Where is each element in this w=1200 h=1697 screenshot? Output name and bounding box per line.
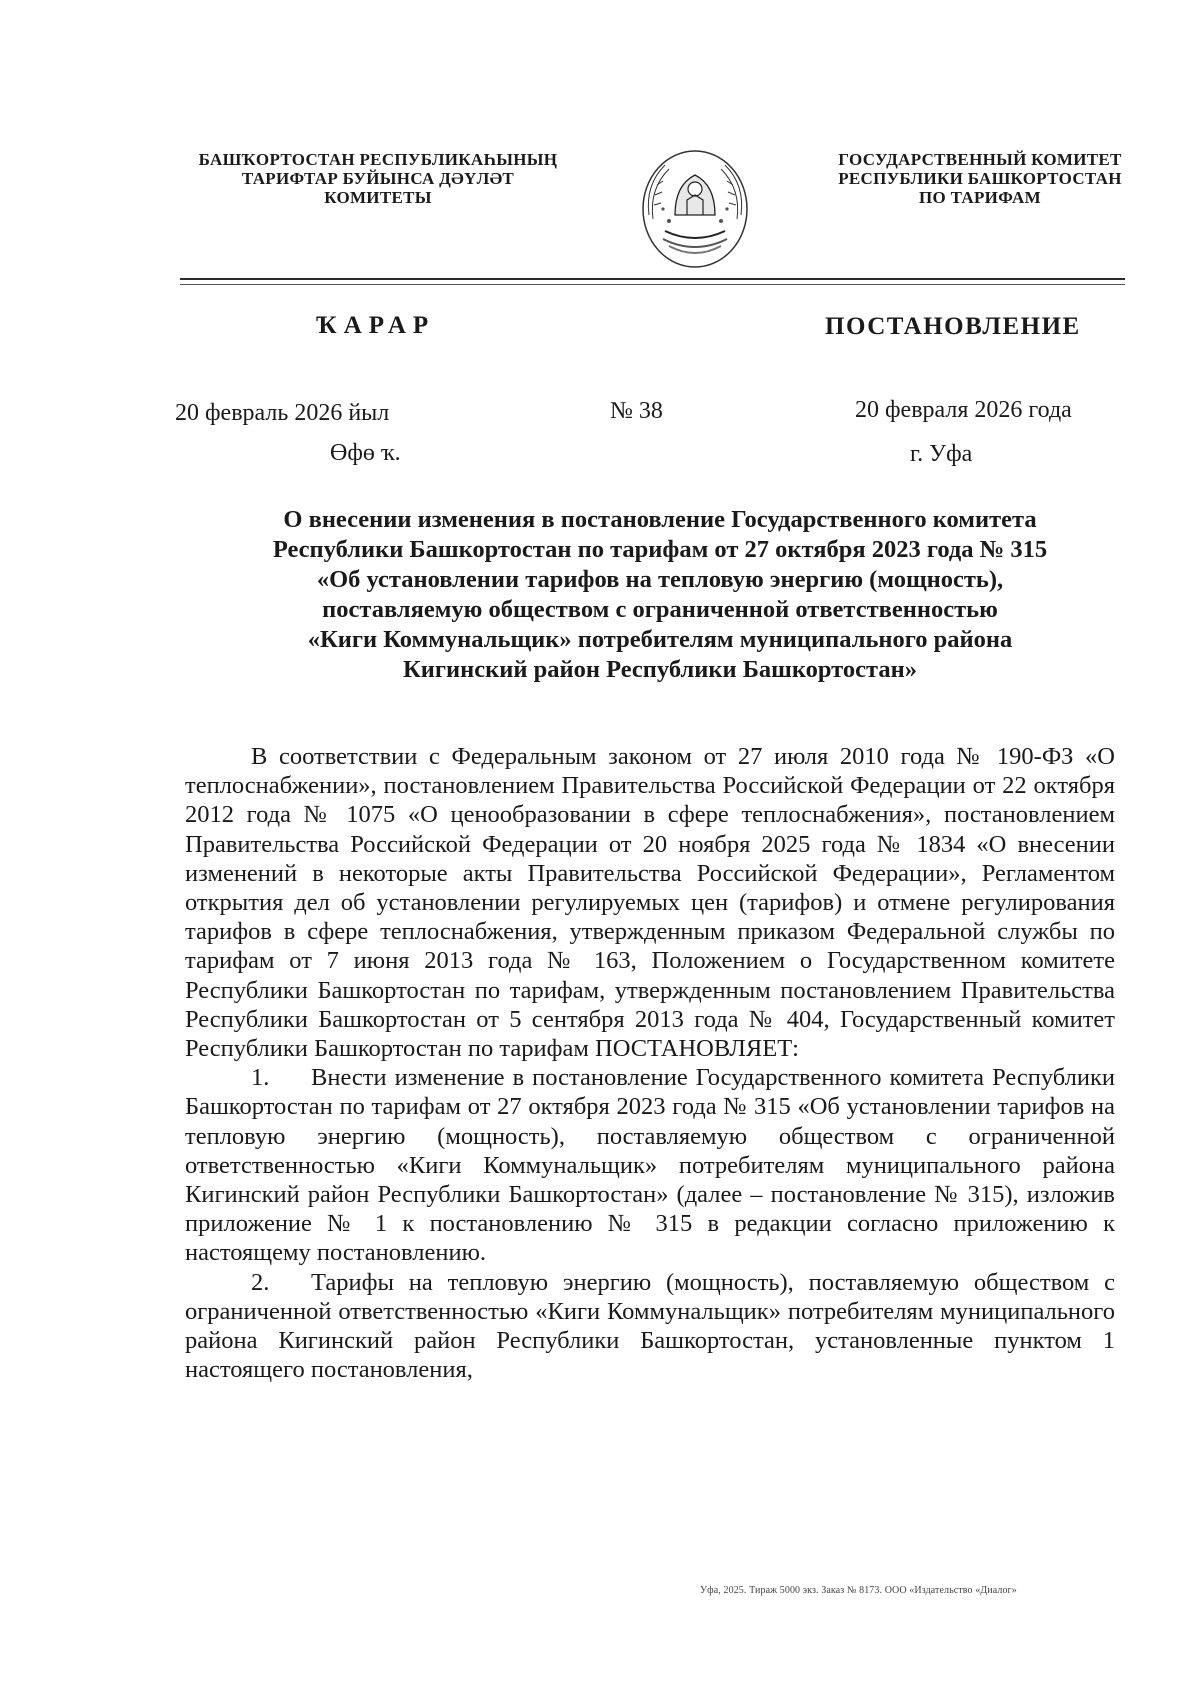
title-line: О внесении изменения в постановление Государственного комитета <box>283 506 1037 533</box>
numbered-item <box>185 1063 1115 1267</box>
item-number: 2. <box>251 1268 270 1296</box>
header-right-line: ПО ТАРИФАМ <box>919 188 1041 207</box>
title-line: «Об установлении тарифов на тепловую энергию (мощность), <box>316 566 1004 593</box>
preamble-paragraph: В соответствии с Федеральным законом от 27 июля 2010 года № 190-ФЗ «О теплоснабжении», постановлением Правительства Российской Федерации от 22 октября 2012 года № 1075 «О ценообразовании в сфере теплоснабжения», постановлением Правительства Российской Федерации от 20 ноября 2025 года № 1834 «О внесении изменений в некоторые акты Правительства Российской Федерации», Регламентом открытия дел об установлении регулируемых цен (тарифов) и отмене регулирования тарифов в сфере теплоснабжения, утвержденным приказом Федеральной службы по тарифам от 7 июня 2013 года № 163, Положением о Государственном комитете Республики Башкортостан по тарифам, утвержденным постановлением Правительства Республики Башкортостан от 5 сентября 2013 года № 404, Государственный комитет Республики Башкортостан по тарифам ПОСТАНОВЛЯЕТ: <box>185 743 1115 1063</box>
document-body <box>185 742 1115 1384</box>
title-line: «Киги Коммунальщик» потребителям муниципального района <box>307 626 1013 653</box>
numbered-item <box>185 1268 1115 1385</box>
header-left-bashkir <box>168 150 588 207</box>
header-left-line: ТАРИФТАР БУЙЫНСА ДӘҮЛӘТ <box>241 169 515 188</box>
item-number: 1. <box>251 1064 270 1092</box>
doc-type-russian: ПОСТАНОВЛЕНИЕ <box>825 313 1081 340</box>
date-russian: 20 февраля 2026 года <box>855 397 1072 423</box>
header-right-russian <box>790 150 1170 207</box>
header-right-line: ГОСУДАРСТВЕННЫЙ КОМИТЕТ <box>838 150 1122 169</box>
header-right-line: РЕСПУБЛИКИ БАШКОРТОСТАН <box>838 169 1122 188</box>
item-text: Внести изменение в постановление Государственного комитета Республики Башкортостан по тарифам от 27 октября 2023 года № 315 «Об установлении тарифов на тепловую энергию (мощность), поставляемую обществом с ограниченной ответственностью «Киги Коммунальщик» потребителям муниципального района Кигинский район Республики Башкортостан» (далее – постановление № 315), изложив приложение № 1 к постановлению № 315 в редакции согласно приложению к настоящему постановлению. <box>185 1064 1115 1267</box>
title-line: Кигинский район Республики Башкортостан» <box>403 656 917 683</box>
doc-type-bashkir: ҠАРАР <box>316 312 436 339</box>
header-divider-thick <box>180 278 1125 280</box>
date-bashkir: 20 февраль 2026 йыл <box>175 400 390 426</box>
document-number: № 38 <box>610 398 663 424</box>
title-line: поставляемую обществом с ограниченной ответственностью <box>322 596 998 623</box>
header-left-line: БАШҠОРТОСТАН РЕСПУБЛИКАҺЫНЫҢ <box>198 150 558 169</box>
header-divider-thin <box>180 284 1125 285</box>
title-line: Республики Башкортостан по тарифам от 27 октября 2023 года № 315 <box>272 536 1048 563</box>
document-title <box>190 505 1130 685</box>
item-text: Тарифы на тепловую энергию (мощность), поставляемую обществом с ограниченной ответственностью «Киги Коммунальщик» потребителям муниципального района Кигинский район Республики Башкортостан, установленные пунктом 1 настоящего постановления, <box>185 1268 1115 1384</box>
header-left-line: КОМИТЕТЫ <box>324 188 432 207</box>
city-russian: г. Уфа <box>910 441 973 467</box>
coat-of-arms-emblem <box>635 145 755 270</box>
city-bashkir: Өфө ҡ. <box>330 440 401 466</box>
print-footer: Уфа, 2025. Тираж 5000 экз. Заказ № 8173. ООО «Издательство «Диалог» <box>700 1585 1017 1596</box>
